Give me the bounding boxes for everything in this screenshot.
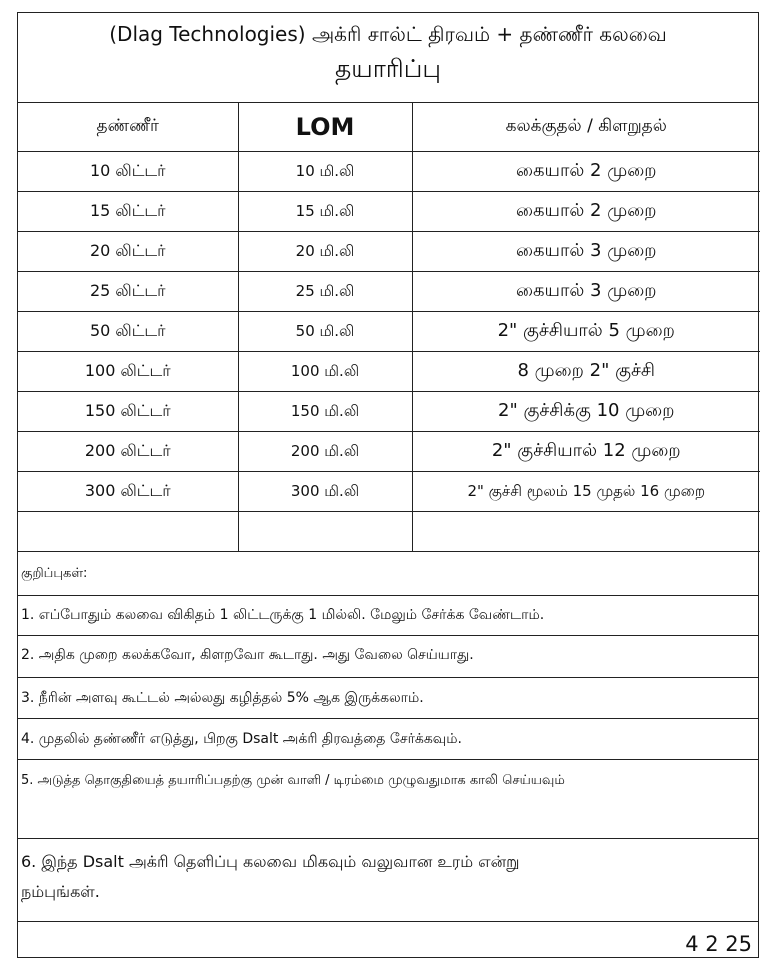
cell-lom: 25 மி.லி [238, 272, 412, 312]
cell-water: 15 லிட்டர் [18, 192, 238, 232]
document-subtitle: தயாரிப்பு [335, 54, 441, 83]
table-row [18, 352, 760, 392]
cell-mixing: 2" குச்சிக்கு 10 முறை [412, 392, 760, 432]
cell-lom: 200 மி.லி [238, 432, 412, 472]
cell-water: 200 லிட்டர் [18, 432, 238, 472]
cell-mixing: கையால் 2 முறை [412, 152, 760, 192]
cell-water: 20 லிட்டர் [18, 232, 238, 272]
cell-water: 25 லிட்டர் [18, 272, 238, 312]
cell-water: 50 லிட்டர் [18, 312, 238, 352]
mixing-table-body [18, 103, 760, 552]
cell-water: 10 லிட்டர் [18, 152, 238, 192]
cell-water: 100 லிட்டர் [18, 352, 238, 392]
note-3: 3. நீரின் அளவு கூட்டல் அல்லது கழித்தல் 5% ஆக இருக்கலாம். [18, 678, 758, 719]
header-water: தண்ணீர் [18, 103, 238, 152]
table-row [18, 312, 760, 352]
cell-mixing: 8 முறை 2" குச்சி [412, 352, 760, 392]
cell-lom [238, 512, 412, 552]
title-block [18, 13, 758, 103]
cell-mixing: 2" குச்சியால் 5 முறை [412, 312, 760, 352]
table-row [18, 392, 760, 432]
table-row [18, 272, 760, 312]
table-row [18, 192, 760, 232]
table-row [18, 472, 760, 512]
table-row [18, 152, 760, 192]
note-2: 2. அதிக முறை கலக்கவோ, கிளறவோ கூடாது. அது வேலை செய்யாது. [18, 636, 758, 678]
cell-mixing: கையால் 2 முறை [412, 192, 760, 232]
note-4: 4. முதலில் தண்ணீர் எடுத்து, பிறகு Dsalt அக்ரி திரவத்தை சேர்க்கவும். [18, 719, 758, 760]
cell-mixing: கையால் 3 முறை [412, 272, 760, 312]
cell-lom: 100 மி.லி [238, 352, 412, 392]
cell-lom: 150 மி.லி [238, 392, 412, 432]
cell-lom: 15 மி.லி [238, 192, 412, 232]
mixing-table [18, 103, 760, 552]
cell-water [18, 512, 238, 552]
cell-lom: 10 மி.லி [238, 152, 412, 192]
cell-lom: 300 மி.லி [238, 472, 412, 512]
table-row [18, 512, 760, 552]
document-title: (Dlag Technologies) அக்ரி சால்ட் திரவம் + தண்ணீர் கலவை [109, 22, 667, 46]
mixing-sheet [17, 12, 759, 958]
cell-mixing [412, 512, 760, 552]
header-lom: LOM [238, 103, 412, 152]
cell-mixing: கையால் 3 முறை [412, 232, 760, 272]
cell-lom: 50 மி.லி [238, 312, 412, 352]
table-header-row [18, 103, 760, 152]
footer [18, 922, 758, 962]
table-row [18, 232, 760, 272]
header-mixing: கலக்குதல் / கிளறுதல் [412, 103, 760, 152]
note-6-line-2: நம்புங்கள். [21, 882, 100, 901]
cell-lom: 20 மி.லி [238, 232, 412, 272]
notes-label: குறிப்புகள்: [18, 552, 758, 596]
cell-mixing: 2" குச்சி மூலம் 15 முதல் 16 முறை [412, 472, 760, 512]
note-6 [18, 839, 758, 922]
table-row [18, 432, 760, 472]
note-6-line-1: 6. இந்த Dsalt அக்ரி தெளிப்பு கலவை மிகவும் வலுவான உரம் என்று [21, 852, 520, 871]
note-1: 1. எப்போதும் கலவை விகிதம் 1 லிட்டருக்கு 1 மில்லி. மேலும் சேர்க்க வேண்டாம். [18, 596, 758, 636]
handwritten-date: 4 2 25 [685, 932, 752, 956]
cell-water: 300 லிட்டர் [18, 472, 238, 512]
note-5: 5. அடுத்த தொகுதியைத் தயாரிப்பதற்கு முன் வாளி / டிரம்மை முழுவதுமாக காலி செய்யவும் [18, 760, 758, 839]
cell-water: 150 லிட்டர் [18, 392, 238, 432]
cell-mixing: 2" குச்சியால் 12 முறை [412, 432, 760, 472]
